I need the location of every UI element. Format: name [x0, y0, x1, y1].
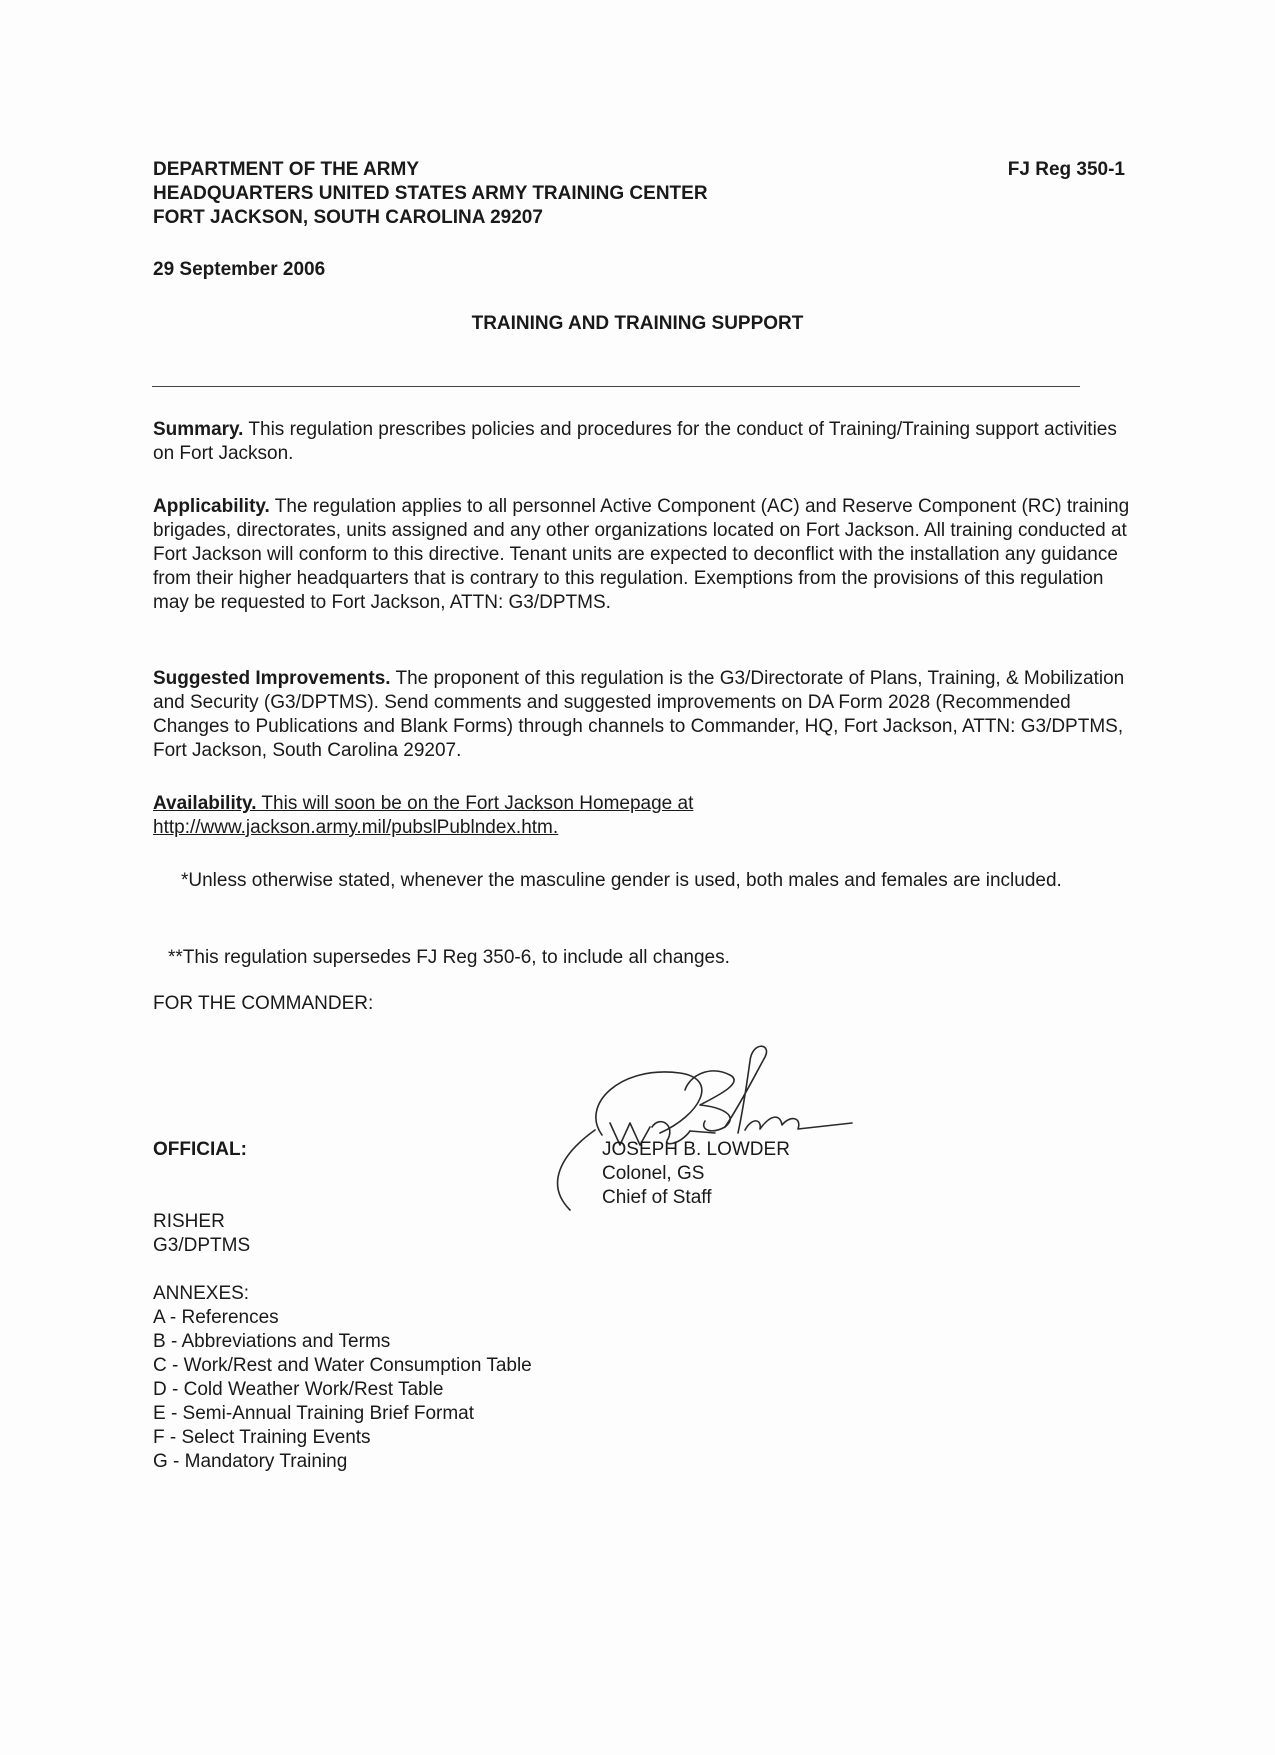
document-title: TRAINING AND TRAINING SUPPORT	[471, 313, 804, 334]
homepage-link[interactable]: http://www.jackson.army.mil/pubslPublndex.htm.	[153, 817, 559, 838]
summary-paragraph	[153, 418, 1143, 466]
official-label: OFFICIAL:	[153, 1139, 247, 1160]
applicability-label: Applicability.	[153, 496, 270, 517]
document-date: 29 September 2006	[153, 259, 326, 280]
supersedes-note: **This regulation supersedes FJ Reg 350-6, to include all changes.	[168, 947, 730, 968]
annexes-list	[153, 1306, 532, 1474]
title-divider	[152, 386, 1080, 387]
regulation-number: FJ Reg 350-1	[1007, 159, 1125, 180]
annex-item: G - Mandatory Training	[153, 1451, 348, 1472]
availability-label: Availability.	[153, 793, 257, 814]
for-the-commander: FOR THE COMMANDER:	[153, 993, 374, 1014]
official-office: G3/DPTMS	[153, 1235, 251, 1256]
annexes-section	[153, 1282, 532, 1474]
annex-item: F - Select Training Events	[153, 1427, 371, 1448]
annex-item: D - Cold Weather Work/Rest Table	[153, 1379, 444, 1400]
availability-paragraph	[153, 792, 1143, 840]
signer-name: JOSEPH B. LOWDER	[602, 1139, 790, 1160]
applicability-paragraph	[153, 495, 1143, 615]
summary-text: This regulation prescribes policies and procedures for the conduct of Training/Training support activities on Fort Jackson.	[153, 419, 1117, 464]
annexes-heading: ANNEXES:	[153, 1283, 250, 1304]
annex-item: A - References	[153, 1307, 279, 1328]
signer-position: Chief of Staff	[602, 1187, 712, 1208]
signature-block	[602, 1138, 790, 1210]
official-block	[153, 1210, 250, 1258]
annex-item: E - Semi-Annual Training Brief Format	[153, 1403, 475, 1424]
letterhead-headquarters: HEADQUARTERS UNITED STATES ARMY TRAINING CENTER	[153, 183, 708, 204]
suggested-improvements-label: Suggested Improvements.	[153, 668, 391, 689]
letterhead	[153, 158, 708, 230]
applicability-text: The regulation applies to all personnel Active Component (AC) and Reserve Component (RC) training brigades, directorates, units assigned and any other organizations located on Fort Jackson. All training conducted at Fort Jackson will conform to this directive. Tenant units are expected to deconflict with the installation any guidance from their higher headquarters that is contrary to this regulation. Exemptions from the provisions of this regulation may be requested to Fort Jackson, ATTN: G3/DPTMS.	[153, 496, 1130, 613]
signer-rank: Colonel, GS	[602, 1163, 705, 1184]
annex-item: B - Abbreviations and Terms	[153, 1331, 391, 1352]
gender-note: *Unless otherwise stated, whenever the masculine gender is used, both males and females are included.	[181, 870, 1062, 891]
suggested-improvements-text: The proponent of this regulation is the G3/Directorate of Plans, Training, & Mobilization and Security (G3/DPTMS). Send comments and suggested improvements on DA Form 2028 (Recommended Changes to Publications and Blank Forms) through channels to Commander, HQ, Fort Jackson, ATTN: G3/DPTMS, Fort Jackson, South Carolina 29207.	[153, 668, 1125, 761]
letterhead-location: FORT JACKSON, SOUTH CAROLINA 29207	[153, 207, 543, 228]
summary-label: Summary.	[153, 419, 244, 440]
availability-text: This will soon be on the Fort Jackson Homepage at	[256, 793, 694, 814]
annex-item: C - Work/Rest and Water Consumption Table	[153, 1355, 532, 1376]
suggested-improvements-paragraph	[153, 667, 1143, 763]
letterhead-department: DEPARTMENT OF THE ARMY	[153, 159, 419, 180]
official-name: RISHER	[153, 1211, 225, 1232]
